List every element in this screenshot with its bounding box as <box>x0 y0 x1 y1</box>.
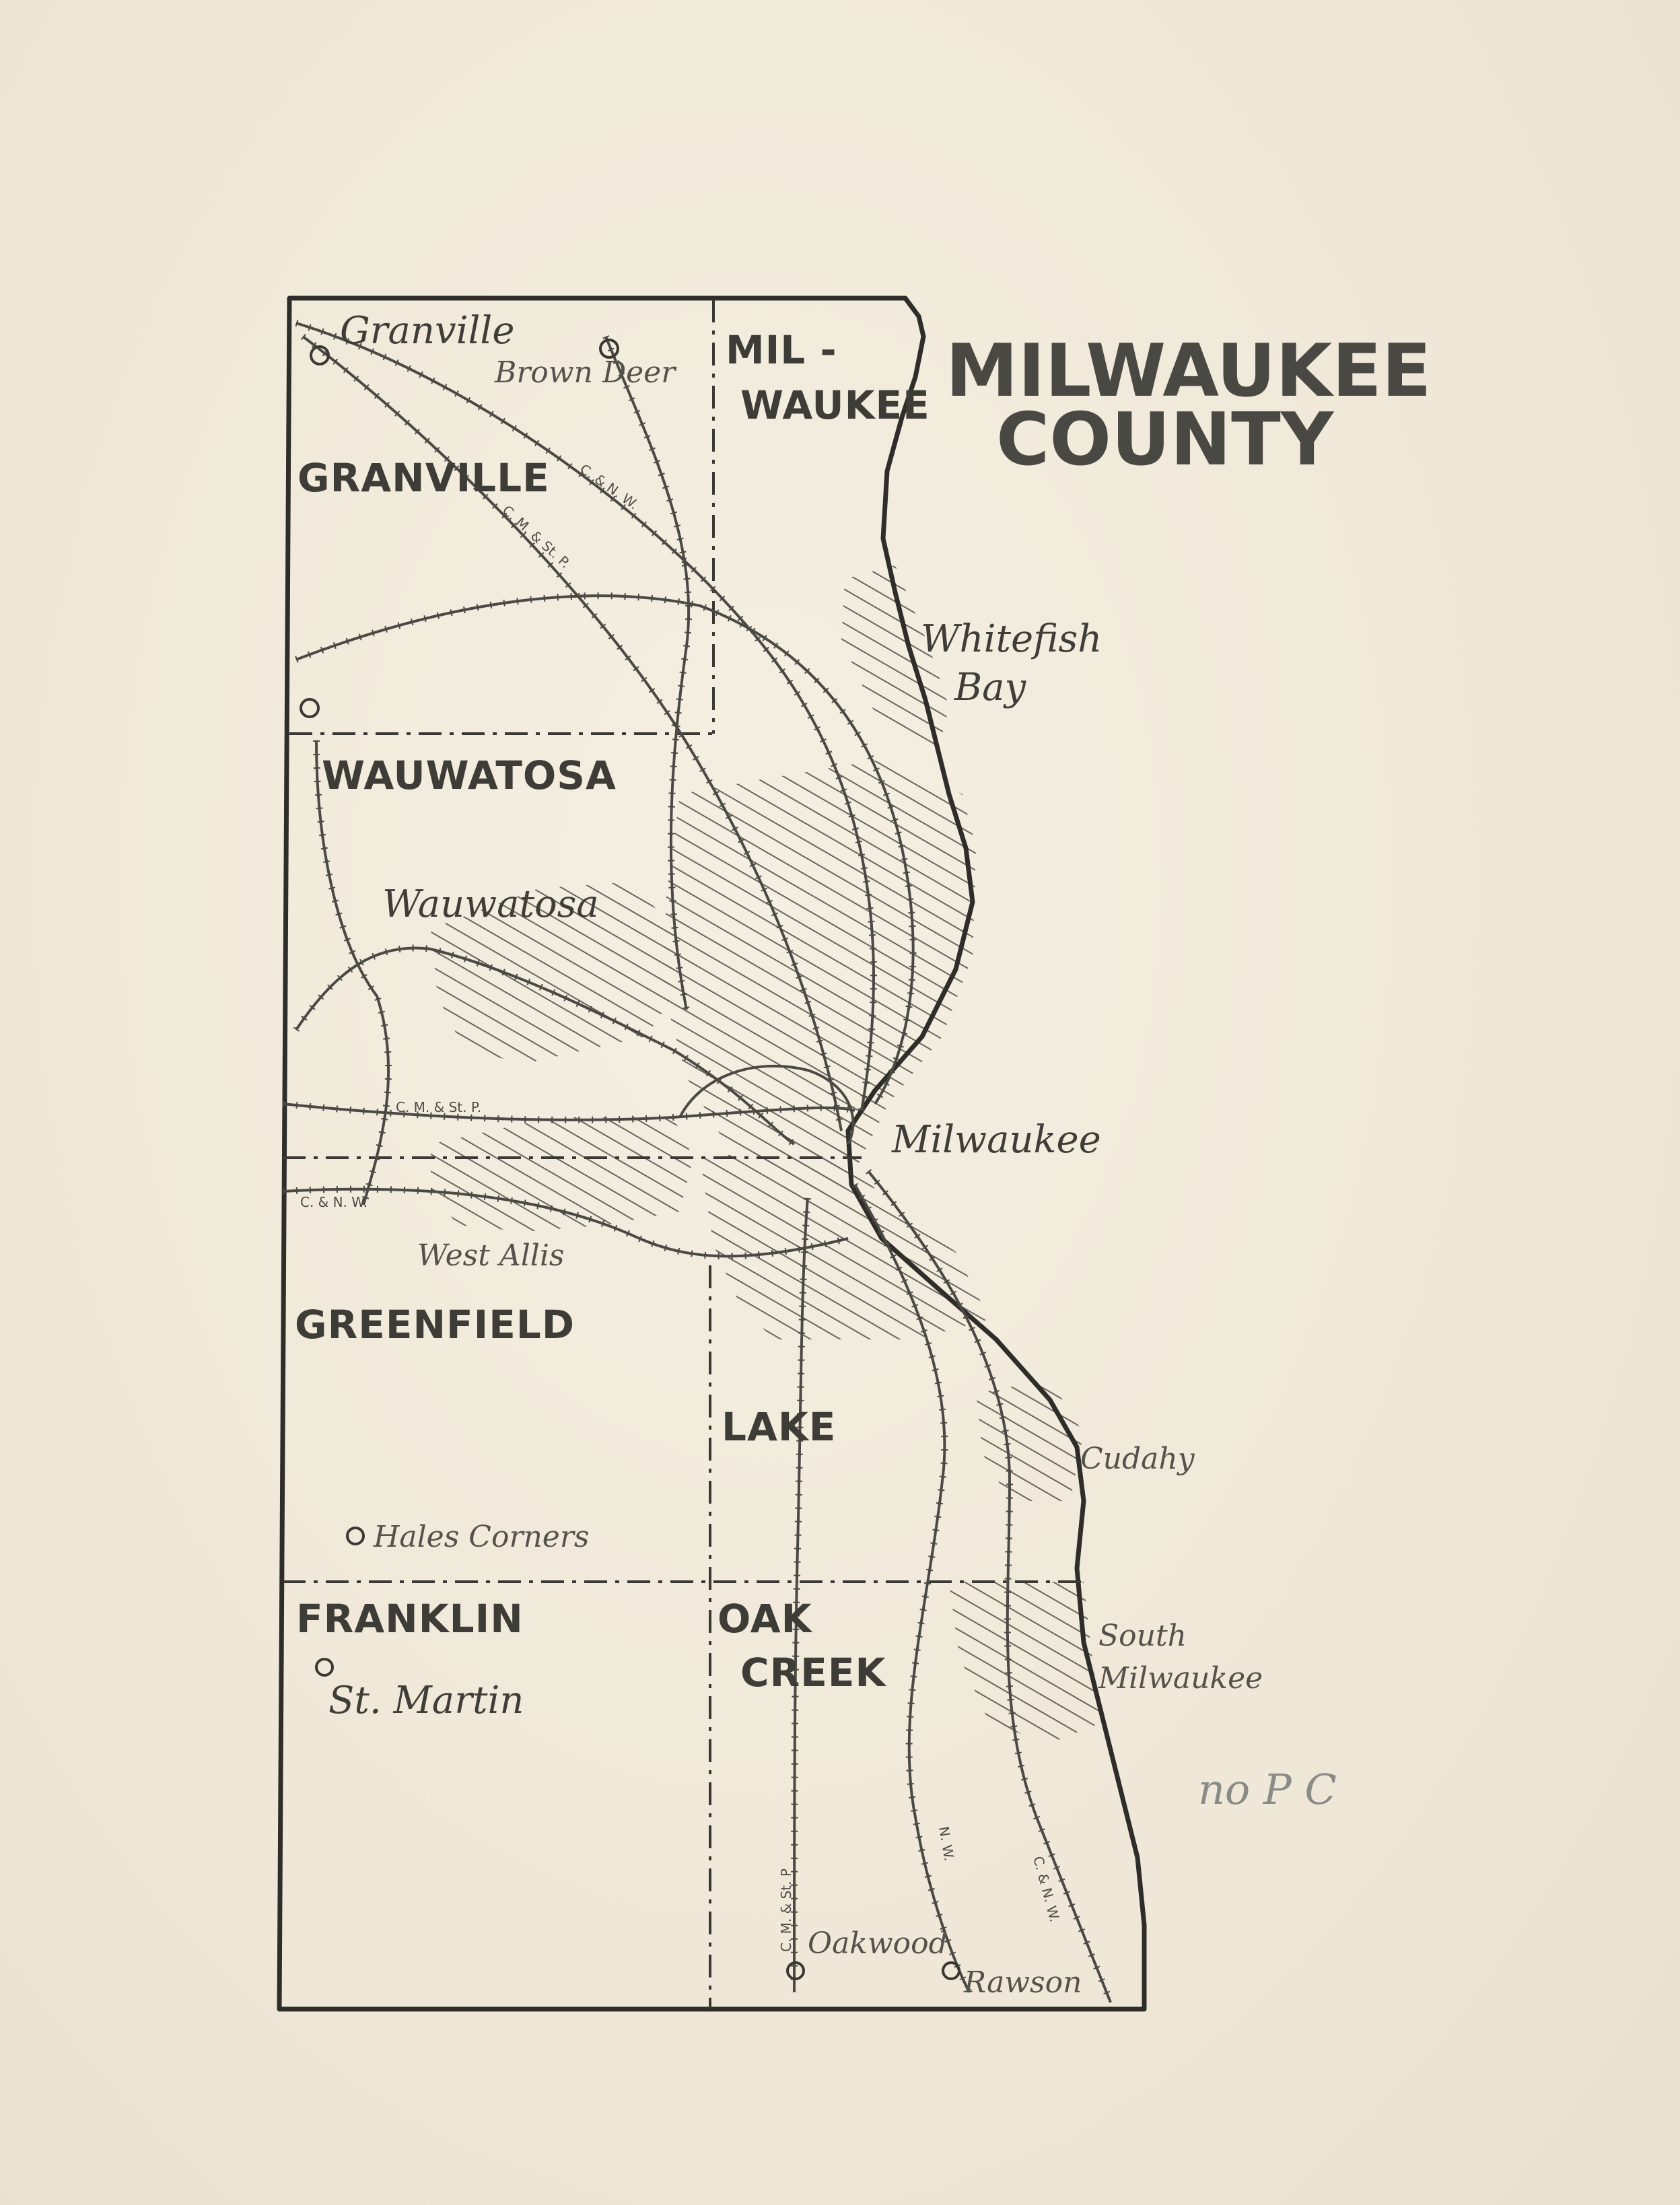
township-lake: LAKE <box>722 1404 837 1450</box>
place-west-allis: West Allis <box>417 1238 565 1273</box>
place-granville: Granville <box>340 309 515 353</box>
railroad-label-cnw-north: C. & N. W. <box>577 460 641 513</box>
railroads <box>283 323 1111 2002</box>
hales-corners-marker <box>347 1528 363 1544</box>
railroad-label-cnw-south: C. & N. W. <box>1030 1854 1063 1924</box>
south-milwaukee-area <box>949 1582 1100 1743</box>
township-oak-creek-line-2: CREEK <box>740 1650 886 1695</box>
place-south-milwaukee-line-1: South <box>1098 1619 1187 1653</box>
map-title-line-2: COUNTY <box>996 398 1334 482</box>
place-whitefish-bay-line-1: Whitefish <box>921 617 1102 661</box>
place-brown-deer: Brown Deer <box>495 355 676 390</box>
township-marker-west <box>301 699 318 717</box>
township-oak-creek-line-1: OAK <box>718 1596 812 1642</box>
place-rawson: Rawson <box>964 1965 1082 2000</box>
place-hales-corners: Hales Corners <box>374 1520 590 1554</box>
cudahy-area <box>976 1380 1084 1501</box>
township-wauwatosa: WAUWATOSA <box>322 753 617 798</box>
township-milwaukee-line-2: WAUKEE <box>740 382 930 428</box>
railroad-ties <box>283 323 1111 2002</box>
railroad-label-cmstp-south: C. M. & St. P <box>778 1868 794 1952</box>
place-south-milwaukee-line-2: Milwaukee <box>1098 1661 1263 1695</box>
place-st-martin: St. Martin <box>328 1679 524 1722</box>
place-whitefish-bay-line-2: Bay <box>954 666 1026 709</box>
pencil-annotation: no P C <box>1198 1765 1337 1814</box>
south-side-area <box>700 1144 989 1339</box>
railroad-label-cmstp: C. M. & St. P. <box>396 1099 482 1115</box>
west-allis-area <box>431 1117 693 1232</box>
place-wauwatosa: Wauwatosa <box>382 882 599 926</box>
railroad-wauwatosa-loop <box>316 740 388 1205</box>
map-title-line-1: MILWAUKEE <box>946 329 1432 413</box>
place-cudahy: Cudahy <box>1080 1442 1195 1476</box>
place-oakwood: Oakwood <box>808 1926 948 1961</box>
township-franklin: FRANKLIN <box>296 1596 524 1642</box>
township-granville: GRANVILLE <box>298 455 550 501</box>
rawson-marker <box>943 1963 959 1979</box>
railroad-label-cnw: C. & N. W. <box>300 1194 368 1210</box>
railroad-label-nw-south: N. W. <box>936 1825 958 1862</box>
township-milwaukee-line-1: MIL - <box>726 327 837 373</box>
township-greenfield: GREENFIELD <box>295 1302 575 1348</box>
st-martin-marker <box>316 1659 332 1675</box>
railroad-label-cmstp-north: C. M. & St. P. <box>499 501 574 571</box>
place-milwaukee: Milwaukee <box>892 1118 1101 1162</box>
